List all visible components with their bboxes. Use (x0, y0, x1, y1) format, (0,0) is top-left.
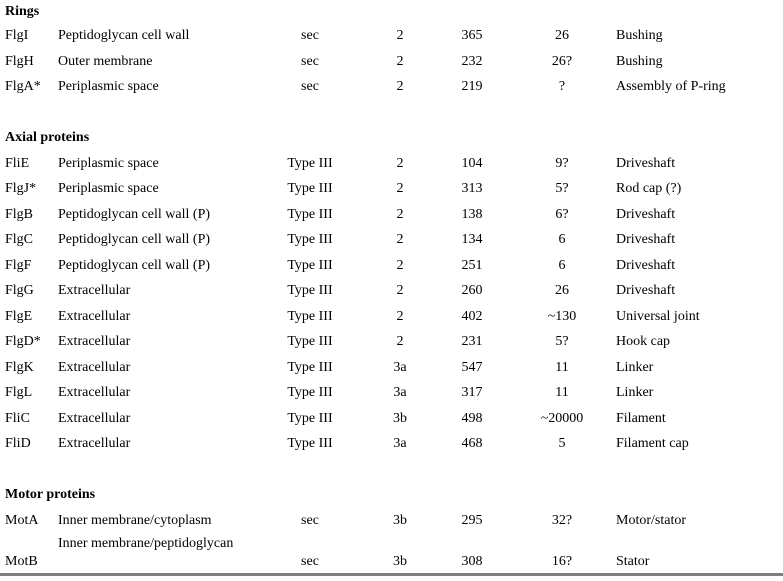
gene-class: 2 (396, 334, 404, 349)
protein-name: FlgD* (5, 334, 41, 349)
copy-number: 11 (555, 385, 569, 400)
gene-class: 2 (396, 283, 404, 298)
protein-location: Peptidoglycan cell wall (P) (58, 207, 211, 222)
export-pathway: Type III (287, 334, 333, 349)
protein-location: Peptidoglycan cell wall (P) (58, 258, 211, 273)
protein-location: Outer membrane (58, 54, 153, 69)
gene-class: 2 (396, 54, 404, 69)
protein-location: Extracellular (58, 334, 131, 349)
protein-location: Extracellular (58, 283, 131, 298)
gene-class: 3a (393, 436, 407, 451)
export-pathway: sec (301, 513, 319, 528)
residue-count: 219 (461, 79, 483, 94)
protein-function: Filament cap (616, 436, 689, 451)
protein-name: FlgA* (5, 79, 41, 94)
protein-name: FlgH (5, 54, 34, 69)
residue-count: 402 (461, 309, 483, 324)
protein-location: Peptidoglycan cell wall (P) (58, 232, 211, 247)
copy-number: ~20000 (540, 411, 584, 426)
copy-number: 9? (555, 156, 569, 171)
residue-count: 313 (461, 181, 483, 196)
residue-count: 104 (461, 156, 483, 171)
copy-number: ~130 (547, 309, 577, 324)
export-pathway: Type III (287, 283, 333, 298)
export-pathway: Type III (287, 156, 333, 171)
protein-location: Inner membrane/peptidoglycan (58, 536, 234, 551)
protein-function: Motor/stator (616, 513, 686, 528)
protein-name: MotB (5, 554, 38, 569)
residue-count: 468 (461, 436, 483, 451)
table-row (0, 384, 783, 402)
export-pathway: Type III (287, 207, 333, 222)
section-title-rings: Rings (5, 4, 40, 19)
copy-number: 6 (558, 232, 566, 247)
table-row (0, 53, 783, 71)
protein-name: FliC (5, 411, 30, 426)
protein-location: Inner membrane/cytoplasm (58, 513, 212, 528)
protein-function: Driveshaft (616, 258, 676, 273)
protein-location: Periplasmic space (58, 156, 159, 171)
export-pathway: Type III (287, 258, 333, 273)
copy-number: ? (558, 79, 566, 94)
copy-number: 5? (555, 181, 569, 196)
residue-count: 231 (461, 334, 483, 349)
gene-class: 2 (396, 258, 404, 273)
protein-name: FlgL (5, 385, 33, 400)
table-row (0, 180, 783, 198)
table-row (0, 257, 783, 275)
export-pathway: Type III (287, 360, 333, 375)
gene-class: 3a (393, 360, 407, 375)
table-row (0, 333, 783, 351)
protein-name: FliD (5, 436, 31, 451)
residue-count: 317 (461, 385, 483, 400)
protein-function: Assembly of P-ring (616, 79, 726, 94)
protein-function: Bushing (616, 28, 663, 43)
export-pathway: sec (301, 79, 319, 94)
export-pathway: Type III (287, 232, 333, 247)
copy-number: 16? (551, 554, 573, 569)
residue-count: 251 (461, 258, 483, 273)
gene-class: 3b (393, 554, 407, 569)
protein-function: Rod cap (?) (616, 181, 682, 196)
copy-number: 11 (555, 360, 569, 375)
table-row (0, 435, 783, 453)
residue-count: 138 (461, 207, 483, 222)
gene-class: 2 (396, 79, 404, 94)
export-pathway: sec (301, 54, 319, 69)
gene-class: 2 (396, 232, 404, 247)
copy-number: 6? (555, 207, 569, 222)
protein-function: Bushing (616, 54, 663, 69)
protein-function: Driveshaft (616, 207, 676, 222)
protein-function: Driveshaft (616, 283, 676, 298)
protein-location: Extracellular (58, 436, 131, 451)
protein-name: FliE (5, 156, 30, 171)
protein-function: Driveshaft (616, 232, 676, 247)
gene-class: 2 (396, 156, 404, 171)
section-title-axial-proteins: Axial proteins (5, 130, 90, 145)
export-pathway: sec (301, 554, 319, 569)
protein-name: FlgI (5, 28, 29, 43)
copy-number: 26 (555, 283, 569, 298)
protein-function: Linker (616, 360, 654, 375)
bottom-rule (0, 573, 783, 576)
export-pathway: Type III (287, 181, 333, 196)
copy-number: 5? (555, 334, 569, 349)
protein-name: FlgJ* (5, 181, 37, 196)
gene-class: 2 (396, 207, 404, 222)
copy-number: 32? (551, 513, 573, 528)
gene-class: 3b (393, 411, 407, 426)
protein-name: MotA (5, 513, 39, 528)
protein-name: FlgG (5, 283, 34, 298)
table-row (0, 512, 783, 530)
copy-number: 5 (558, 436, 566, 451)
protein-function: Universal joint (616, 309, 700, 324)
export-pathway: Type III (287, 309, 333, 324)
residue-count: 232 (461, 54, 483, 69)
export-pathway: Type III (287, 385, 333, 400)
residue-count: 547 (461, 360, 483, 375)
protein-name: FlgK (5, 360, 34, 375)
table-row (0, 410, 783, 428)
export-pathway: Type III (287, 436, 333, 451)
copy-number: 6 (558, 258, 566, 273)
table-row (0, 359, 783, 377)
protein-location: Extracellular (58, 385, 131, 400)
export-pathway: Type III (287, 411, 333, 426)
gene-class: 3a (393, 385, 407, 400)
protein-name: FlgC (5, 232, 34, 247)
protein-function: Stator (616, 554, 650, 569)
table-row (0, 78, 783, 96)
table-row (0, 231, 783, 249)
table-row (0, 308, 783, 326)
table-row (0, 155, 783, 173)
protein-function: Filament (616, 411, 666, 426)
table-row (0, 535, 783, 571)
protein-function: Linker (616, 385, 654, 400)
gene-class: 3b (393, 513, 407, 528)
protein-name: FlgE (5, 309, 33, 324)
residue-count: 134 (461, 232, 483, 247)
residue-count: 365 (461, 28, 483, 43)
protein-location: Peptidoglycan cell wall (58, 28, 190, 43)
gene-class: 2 (396, 28, 404, 43)
protein-name: FlgB (5, 207, 34, 222)
protein-location: Periplasmic space (58, 79, 159, 94)
protein-function: Hook cap (616, 334, 671, 349)
residue-count: 308 (461, 554, 483, 569)
protein-location: Extracellular (58, 411, 131, 426)
section-title-motor-proteins: Motor proteins (5, 487, 96, 502)
residue-count: 295 (461, 513, 483, 528)
residue-count: 498 (461, 411, 483, 426)
protein-name: FlgF (5, 258, 32, 273)
gene-class: 2 (396, 309, 404, 324)
gene-class: 2 (396, 181, 404, 196)
copy-number: 26 (555, 28, 569, 43)
copy-number: 26? (551, 54, 573, 69)
protein-location: Extracellular (58, 309, 131, 324)
export-pathway: sec (301, 28, 319, 43)
table-row (0, 282, 783, 300)
residue-count: 260 (461, 283, 483, 298)
table-row (0, 27, 783, 45)
table-row (0, 206, 783, 224)
protein-location: Extracellular (58, 360, 131, 375)
protein-function: Driveshaft (616, 156, 676, 171)
protein-location: Periplasmic space (58, 181, 159, 196)
